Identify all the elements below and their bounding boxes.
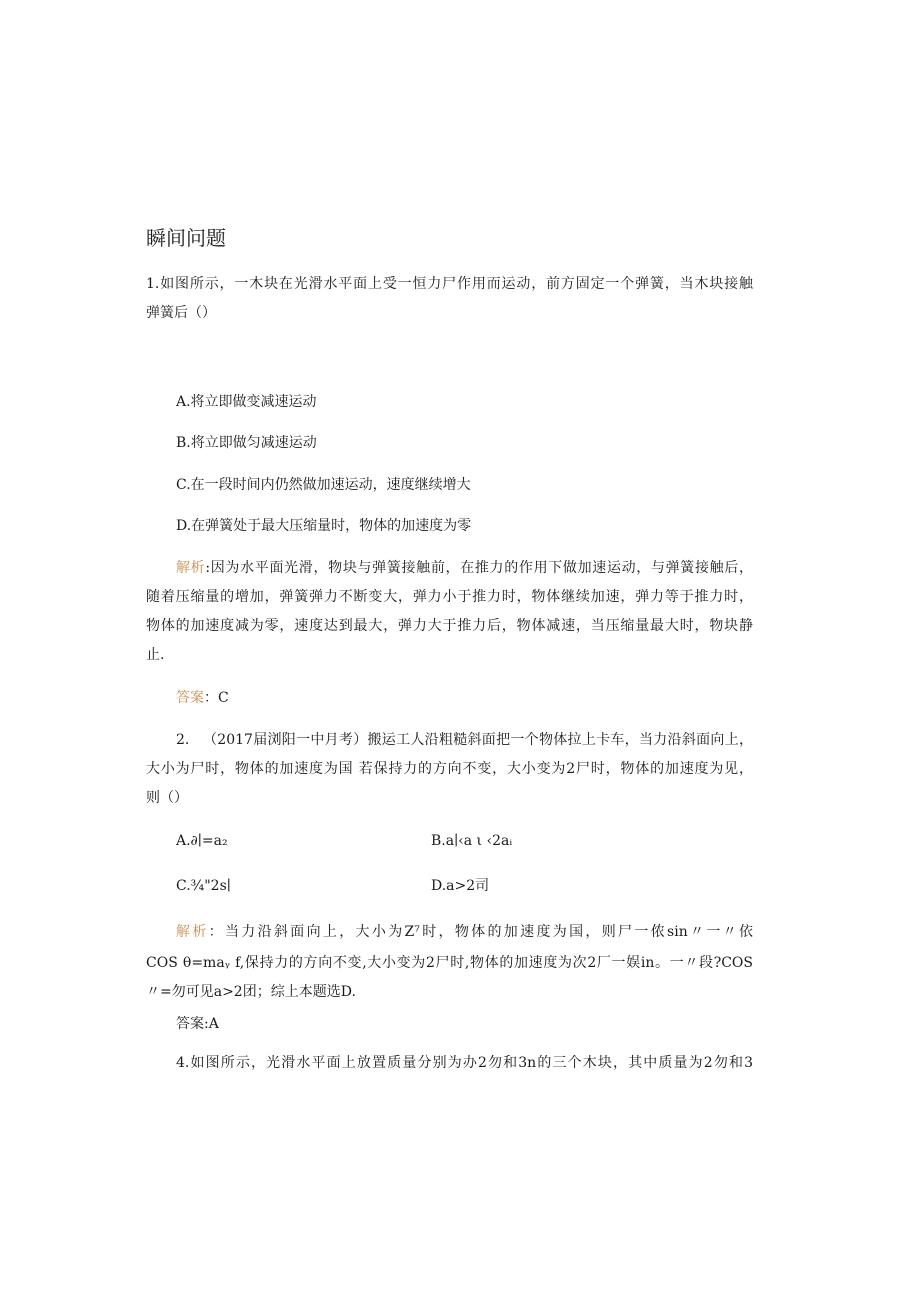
q1-answer-label: 答案: [176, 690, 204, 706]
q2-answer: 答案:A: [176, 1016, 219, 1032]
q1-analysis-line4: 止.: [146, 647, 165, 663]
q2-stem-line2: 大小为尸时，物体的加速度为国 若保持力的方向不变，大小变为2尸时，物体的加速度为见，: [146, 761, 753, 777]
q1-analysis-line2: 随着压缩量的增加，弹簧弹力不断变大，弹力小于推力时，物体继续加速，弹力等于推力时，: [146, 589, 753, 605]
q1-stem-line2: 弹簧后（）: [146, 305, 216, 321]
q1-stem-line1: 1.如图所示，一木块在光滑水平面上受一恒力尸作用而运动，前方固定一个弹簧，当木块接触: [146, 276, 753, 292]
q2-number: 2.: [176, 732, 190, 748]
q2-stem-line3: 则（）: [146, 790, 188, 806]
q1-analysis-label: 解析: [176, 560, 206, 576]
q1-analysis-text1: :因为水平面光滑，物块与弹簧接触前，在推力的作用下做加速运动，与弹簧接触后，: [205, 560, 754, 576]
q2-analysis-line3: 〃=勿可见a>2团；综上本题选D.: [146, 984, 356, 1000]
q2-analysis-line2: COS θ=maᵧ f,保持力的方向不变,大小变为2尸时,物体的加速度为次2厂一娱in。一〃段?COS: [146, 955, 753, 971]
q1-analysis-line3: 物体的加速度减为零，速度达到最大，弹力大于推力后，物体减速，当压缩量最大时，物块静: [146, 618, 753, 634]
q2-analysis-line1: [176, 922, 753, 942]
q2-stem-line1: （2017届浏阳一中月考）搬运工人沿粗糙斜面把一个物体拉上卡车，当力沿斜面向上，: [203, 732, 753, 748]
q1-option-d: D.在弹簧处于最大压缩量时，物体的加速度为零: [176, 518, 472, 534]
q2-option-b: B.a∣‹a ι ‹2aᵢ: [431, 833, 513, 849]
q1-answer-value: ：C: [204, 690, 229, 706]
q1-analysis-line1: [176, 558, 753, 578]
q2-option-a: A.∂∣=a₂: [176, 833, 228, 849]
q1-option-a: A.将立即做变减速运动: [176, 394, 317, 410]
q4-stem-line1: 4.如图所示，光滑水平面上放置质量分别为办2勿和3n的三个木块，其中质量为2勿和3: [176, 1055, 753, 1071]
page-title: 瞬间问题: [146, 226, 226, 250]
q2-analysis-label: 解析: [176, 924, 209, 940]
q1-option-c: C.在一段时间内仍然做加速运动，速度继续增大: [176, 477, 471, 493]
q1-answer: [176, 688, 229, 708]
q2-option-d: D.a>2司: [431, 878, 490, 894]
q2-option-c: C.¾"2s∣: [176, 878, 231, 894]
q2-analysis-text1: ：当力沿斜面向上，大小为Z⁷时，物体的加速度为国，则尸一侬sin〃一〃依: [208, 924, 753, 940]
q1-option-b: B.将立即做匀减速运动: [176, 435, 317, 451]
